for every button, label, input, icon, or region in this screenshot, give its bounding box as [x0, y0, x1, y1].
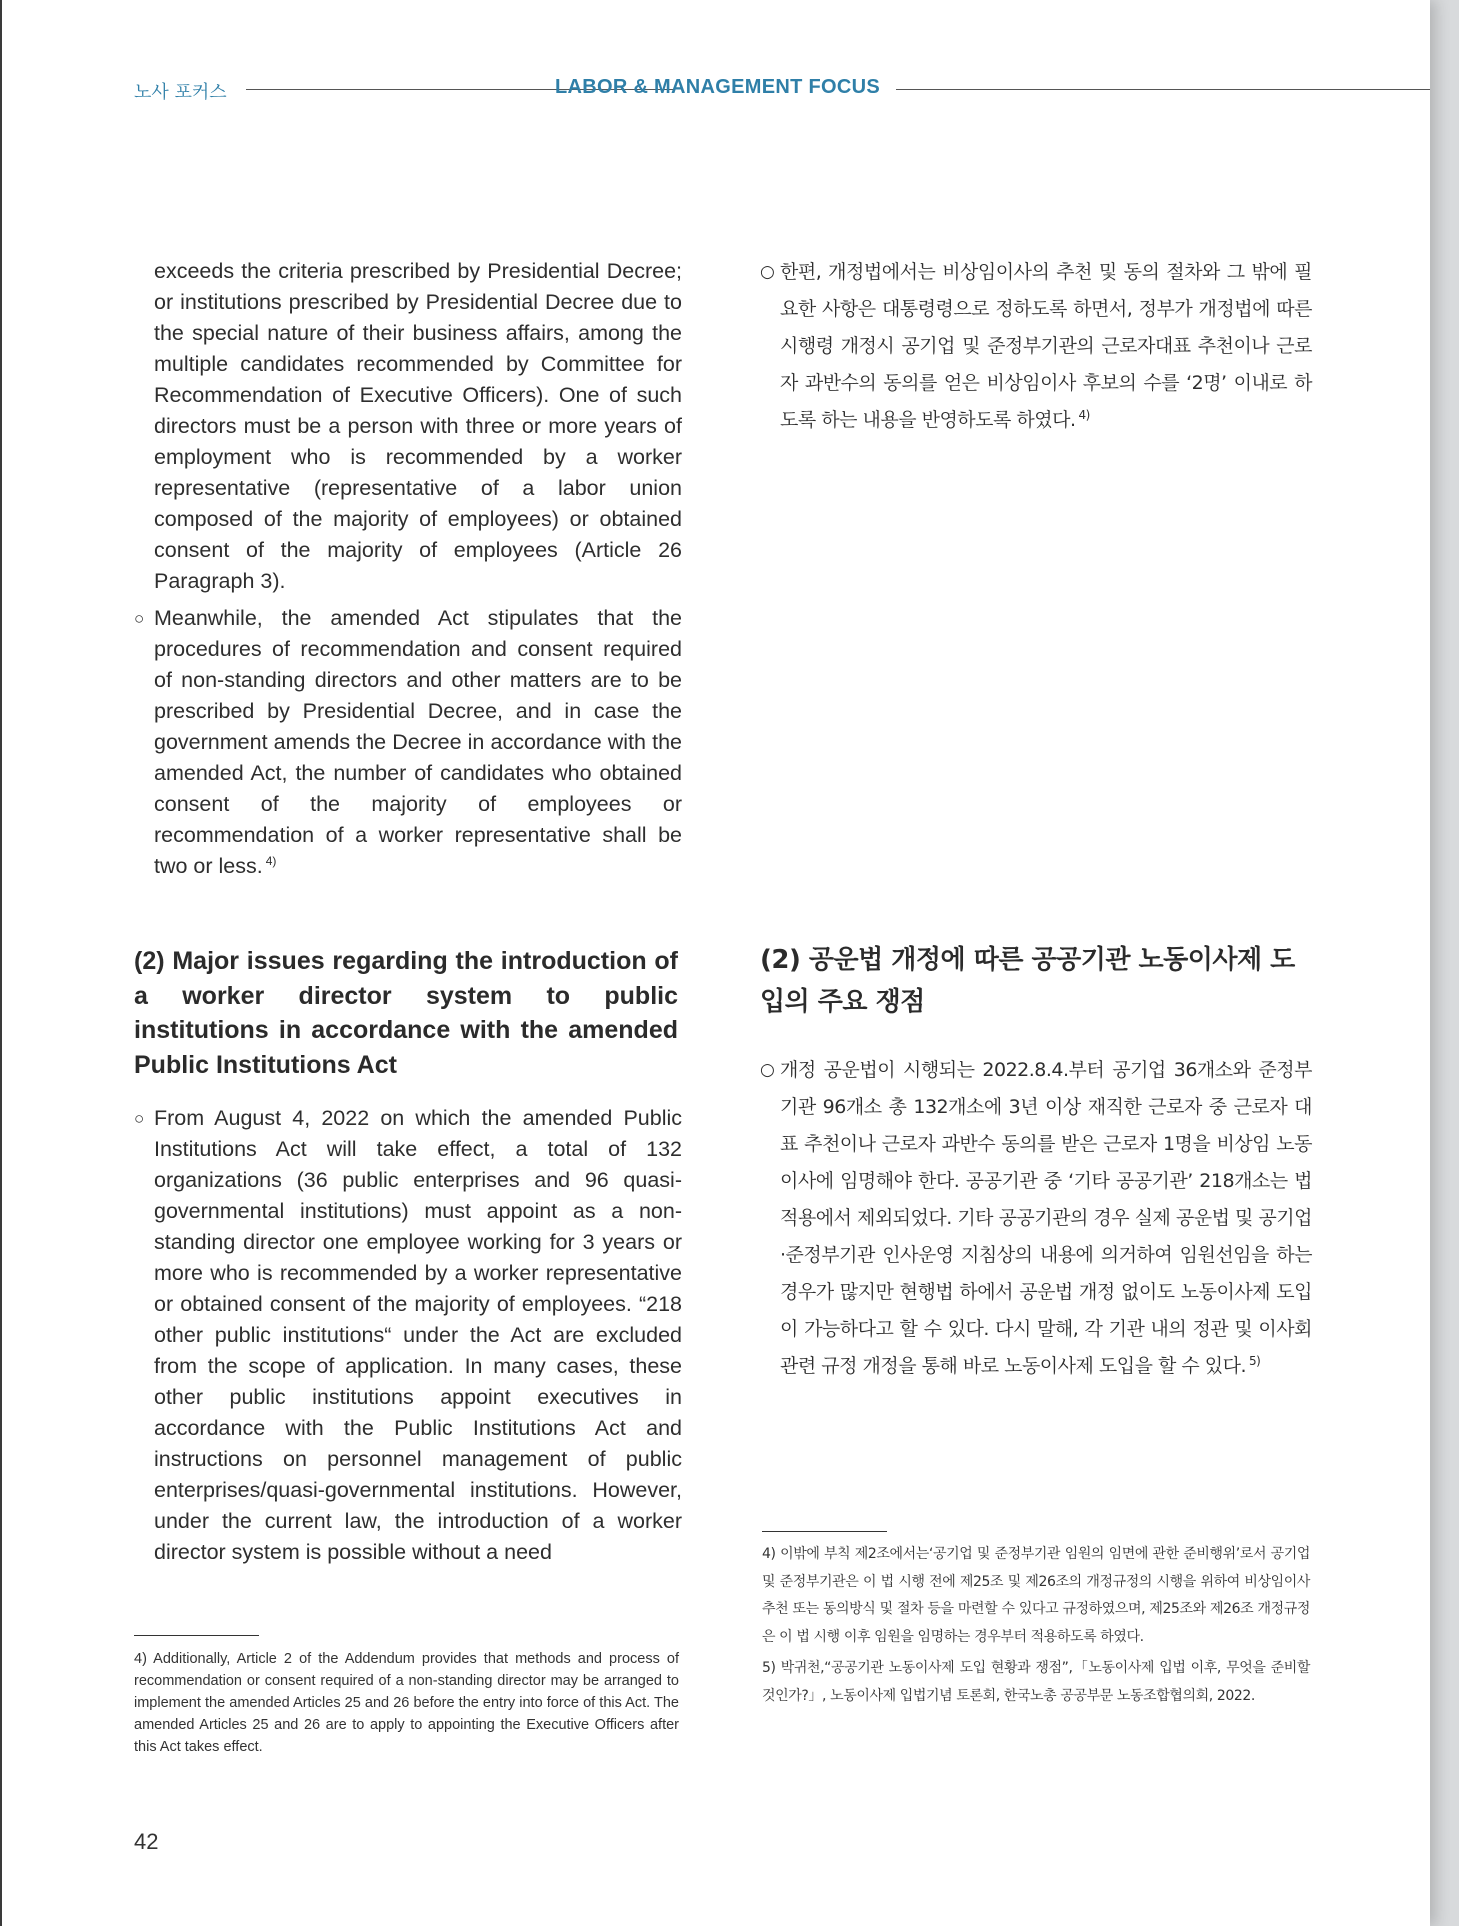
footnote-ref-4: 4)	[265, 853, 277, 868]
korean-section-heading-block	[760, 939, 1312, 1023]
section-heading-ko: (2) 공운법 개정에 따른 공공기관 노동이사제 도입의 주요 쟁점	[760, 945, 1295, 1017]
english-column	[134, 256, 682, 888]
korean-body-2	[760, 1052, 1312, 1391]
footnote-5-ko: 5) 박귀천,“공공기관 노동이사제 도입 현황과 쟁점”,「노동이사제 입법 이후, 무엇을 준비할 것인가?」, 노동이사제 입법기념 토론회, 한국노총 공공부문 노동조합협의회, 2022.	[762, 1660, 1310, 1704]
footnote-rule-right	[762, 1531, 887, 1532]
bullet-circle-icon: ○	[134, 609, 145, 628]
footnote-rule-left	[134, 1635, 259, 1636]
footnote-ref-4-ko: 4)	[1078, 407, 1090, 422]
footnotes-ko	[762, 1541, 1310, 1714]
hanpyeon-paragraph: ○ 한편, 개정법에서는 비상임이사의 추천 및 동의 절차와 그 밖에 필요한 사항은 대통령령으로 정하도록 하면서, 정부가 개정법에 따른 시행령 개정시 공기업 및 준정부기관의 근로자대표 추천이나 근로자 과반수의 동의를 얻은 비상임이사 후보의 수를 ‘2명’ 이내로 하도록 하는 내용을 반영하도록 하였다. $^{4)}$	[760, 254, 1312, 439]
running-header	[134, 76, 1430, 106]
english-body-2	[134, 1103, 682, 1574]
footnote-ref-5-ko: 5)	[1249, 1353, 1261, 1368]
footnote-4-ko: 4) 이밖에 부칙 제2조에서는‘공기업 및 준정부기관 임원의 임면에 관한 준비행위’로서 공기업 및 준정부기관은 이 법 시행 전에 제25조 및 제26조의 개정규정의 시행을 위하여 비상임이사 추천 또는 동의방식 및 절차 등을 마련할 수 있다고 규정하였으며, 제25조와 제26조 개정규정은 이 법 시행 이후 임원을 임명하는 경우부터 적용하도록 하였다.	[762, 1546, 1310, 1645]
bullet-circle-icon: ○	[760, 1060, 775, 1080]
august-paragraph: ○ From August 4, 2022 on which the amended Public Institutions Act will take effect, a total of 132 organizations (36 public enterprises and 96 quasi-governmental institutions) must appoint as a non-standing director one employee working for 3 years or more who is recommended by a worker representative or obtained consent of the majority of employees. “218 other public institutions“ under the Act are excluded from the scope of application. In many cases, these other public institutions appoint executives in accordance with the Public Institutions Act and instructions on personnel management of public enterprises/quasi-governmental institutions. However, under the current law, the introduction of a worker director system is possible without a need	[134, 1103, 682, 1568]
english-section-heading-block	[134, 944, 678, 1082]
section-heading-en: (2) Major issues regarding the introduction of a worker director system to public institutions in accordance with the amended Public Institutions Act	[134, 947, 678, 1079]
continued-paragraph: exceeds the criteria prescribed by Presidential Decree; or institutions prescribed by Presidential Decree due to the special nature of their business affairs, among the multiple candidates recommended by Committee for Recommendation of Executive Officers). One of such directors must be a person with three or more years of employment who is recommended by a worker representative (representative of a labor union composed of the majority of employees) or obtained consent of the majority of employees (Article 26 Paragraph 3).	[154, 259, 682, 593]
gaejeong-paragraph: ○ 개정 공운법이 시행되는 2022.8.4.부터 공기업 36개소와 준정부기관 96개소 총 132개소에 3년 이상 재직한 근로자 중 근로자 대표 추천이나 근로자 과반수 동의를 받은 근로자 1명을 비상임 노동이사에 임명해야 한다. 공공기관 중 ‘기타 공공기관’ 218개소는 법적용에서 제외되었다. 기타 공공기관의 경우 실제 공운법 및 공기업·준정부기관 인사운영 지침상의 내용에 의거하여 임원선임을 하는 경우가 많지만 현행법 하에서 공운법 개정 없이도 노동이사제 도입이 가능하다고 할 수 있다. 다시 말해, 각 기관 내의 정관 및 이사회 관련 규정 개정을 통해 바로 노동이사제 도입을 할 수 있다. $^{5)}$	[760, 1052, 1312, 1385]
korean-column	[760, 254, 1312, 445]
footnote-4-en: 4) Additionally, Article 2 of the Addendum provides that methods and process of recommendation or consent required of a non-standing director may be arranged to implement the amended Articles 25 and 26 before the entry into force of this Act. The amended Articles 25 and 26 are to apply to appointing the Executive Officers after this Act takes effect.	[134, 1651, 679, 1755]
bullet-circle-icon: ○	[134, 1109, 145, 1128]
meanwhile-paragraph: ○ Meanwhile, the amended Act stipulates that the procedures of recommendation and consent required of non-standing directors and other matters are to be prescribed by Presidential Decree, and in case the government amends the Decree in accordance with the amended Act, the number of candidates who obtained consent of the majority of employees or recommendation of a worker representative shall be two or less. $^{4)}$	[134, 603, 682, 882]
header-rule-right	[896, 89, 1430, 90]
section-label-en: LABOR & MANAGEMENT FOCUS	[555, 76, 880, 98]
page-number: 42	[134, 1829, 159, 1854]
section-label-ko: 노사 포커스	[134, 82, 227, 103]
bullet-circle-icon: ○	[760, 262, 775, 282]
